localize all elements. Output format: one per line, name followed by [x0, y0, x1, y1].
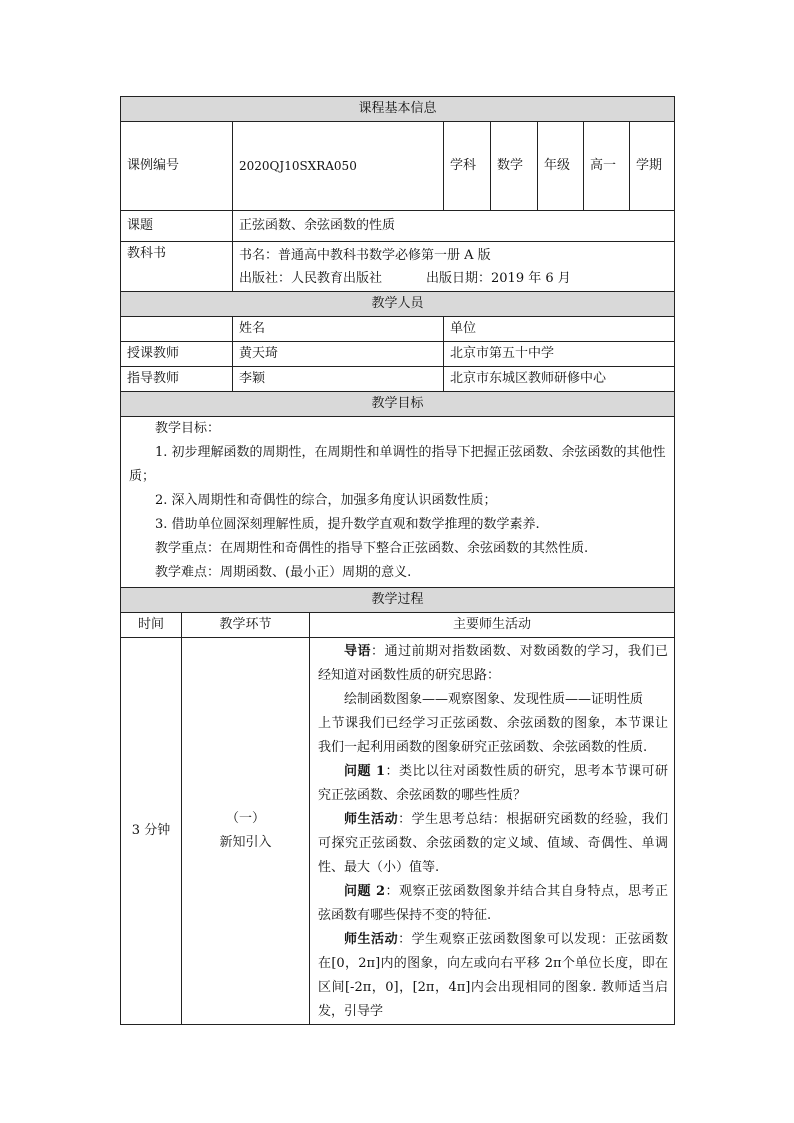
staff-role-advisor: 指导教师	[121, 367, 233, 392]
goal-item-3: 3. 借助单位圆深刻理解性质，提升数学直观和数学推理的数学素养.	[155, 517, 540, 532]
process-stage	[182, 638, 310, 1025]
staff-role-teacher: 授课教师	[121, 342, 233, 367]
question-1-label: 问题 1	[344, 764, 386, 779]
staff-unit-teacher: 北京市第五十中学	[444, 342, 675, 367]
topic-value: 正弦函数、余弦函数的性质	[233, 211, 675, 242]
process-stage-name: 新知引入	[219, 835, 272, 850]
section-basic-info: 课程基本信息	[121, 97, 675, 122]
subject-label: 学科	[444, 122, 491, 211]
goals-content	[121, 417, 675, 588]
case-no-value: 2020QJ10SXRA050	[233, 122, 444, 211]
case-no-label: 课例编号	[121, 122, 233, 211]
staff-col-unit: 单位	[444, 317, 675, 342]
staff-name-advisor: 李颖	[233, 367, 444, 392]
staff-col-name: 姓名	[233, 317, 444, 342]
process-col-time: 时间	[121, 613, 182, 638]
textbook-info	[233, 242, 675, 292]
goal-item-1: 1. 初步理解函数的周期性，在周期性和单调性的指导下把握正弦函数、余弦函数的其他性质；	[129, 445, 666, 484]
publish-date: 出版日期：2019 年 6 月	[426, 270, 571, 286]
research-flow: 绘制函数图象——观察图象、发现性质——证明性质	[344, 692, 644, 707]
lesson-plan-document	[120, 96, 674, 1025]
grade-value: 高一	[584, 122, 630, 211]
question-2-label: 问题 2	[344, 884, 386, 899]
section-goals: 教学目标	[121, 392, 675, 417]
publisher: 出版社：人民教育出版社	[239, 270, 383, 286]
lesson-plan-table	[120, 96, 675, 1025]
process-col-stage: 教学环节	[182, 613, 310, 638]
textbook-title: 书名：普通高中教科书数学必修第一册 A 版	[239, 247, 491, 263]
process-stage-number: （一）	[225, 811, 265, 826]
recap-text: 上节课我们已经学习正弦函数、余弦函数的图象，本节课让我们一起利用函数的图象研究正弦函数、余弦函数的性质.	[318, 716, 669, 755]
activity-1-label: 师生活动	[344, 812, 399, 827]
subject-value: 数学	[491, 122, 538, 211]
goals-heading: 教学目标：	[155, 421, 221, 436]
semester-label: 学期	[630, 122, 675, 211]
activity-2-label: 师生活动	[344, 932, 399, 947]
process-time: 3 分钟	[121, 638, 182, 1025]
activity-2-text: ：学生观察正弦函数图象可以发现：正弦函数在[0，2π]内的图象，向左或向右平移 2π个单位长度，即在区间[-2π，0]，[2π，4π]内会出现相同的图象. 教师适当启发，引导学	[318, 932, 669, 1019]
goal-item-2: 2. 深入周期性和奇偶性的综合，加强多角度认识函数性质；	[155, 493, 497, 508]
difficulty: 教学难点：周期函数、(最小正）周期的意义.	[155, 565, 412, 580]
intro-label: 导语	[344, 644, 372, 659]
staff-name-teacher: 黄天琦	[233, 342, 444, 367]
question-2-text: ：观察正弦函数图象并结合其自身特点，思考正弦函数有哪些保持不变的特征.	[318, 884, 669, 923]
grade-label: 年级	[538, 122, 584, 211]
textbook-publisher-line	[239, 267, 668, 290]
topic-label: 课题	[121, 211, 233, 242]
process-activity	[310, 638, 675, 1025]
activity-1-text: ：学生思考总结：根据研究函数的经验，我们可探究正弦函数、余弦函数的定义域、值域、奇偶性、单调性、最大（小）值等.	[318, 812, 669, 875]
process-col-activity: 主要师生活动	[310, 613, 675, 638]
question-1-text: ：类比以往对函数性质的研究，思考本节课可研究正弦函数、余弦函数的哪些性质？	[318, 764, 669, 803]
textbook-label: 教科书	[121, 242, 233, 292]
section-staff: 教学人员	[121, 292, 675, 317]
staff-unit-advisor: 北京市东城区教师研修中心	[444, 367, 675, 392]
key-point: 教学重点：在周期性和奇偶性的指导下整合正弦函数、余弦函数的其然性质.	[155, 541, 589, 556]
section-process: 教学过程	[121, 588, 675, 613]
intro-text: ：通过前期对指数函数、对数函数的学习，我们已经知道对函数性质的研究思路：	[318, 644, 669, 683]
staff-header-blank	[121, 317, 233, 342]
